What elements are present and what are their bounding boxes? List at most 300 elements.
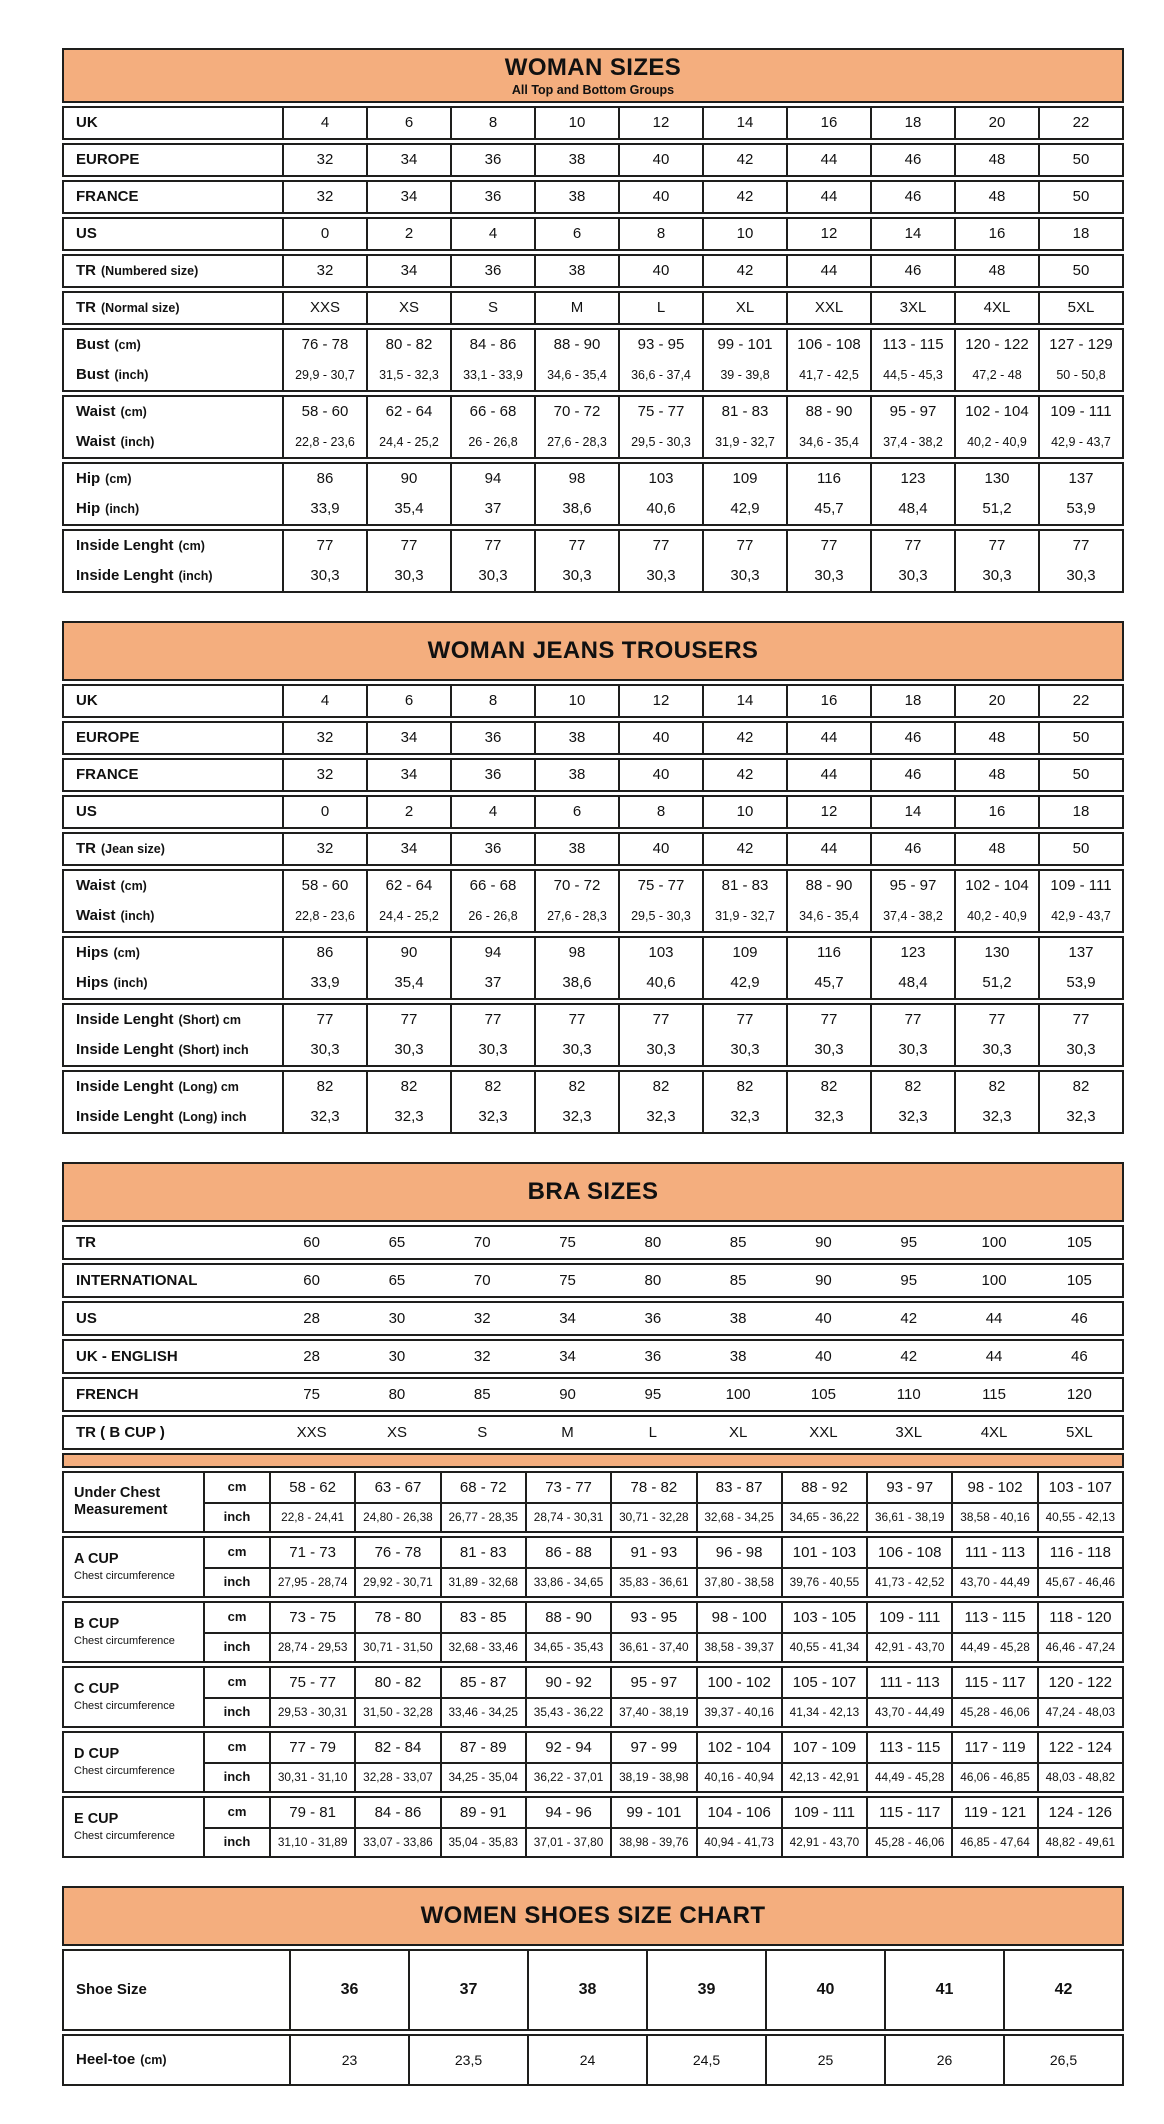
row-label: [64, 531, 282, 561]
size-cell: 12: [786, 797, 870, 827]
size-cell: 42: [702, 834, 786, 864]
size-cell: 34,6 - 35,4: [534, 360, 618, 390]
row-label-subtext: (inch): [113, 975, 148, 990]
unit-label: cm: [203, 1668, 269, 1697]
size-cell: 18: [1038, 797, 1122, 827]
size-cell: XL: [728, 1423, 748, 1441]
size-cell: 22,8 - 23,6: [282, 901, 366, 931]
row-group: [62, 758, 1124, 792]
row-label: [64, 797, 282, 827]
size-cell: 77: [618, 531, 702, 561]
row-group: [62, 1339, 1124, 1374]
size-cell: 37,4 - 38,2: [870, 427, 954, 457]
table-row: [64, 330, 1122, 360]
row-label-text: US: [76, 225, 97, 243]
size-cell: 33,86 - 34,65: [525, 1567, 610, 1596]
size-cell: 2: [366, 797, 450, 827]
size-cell: 48,82 - 49,61: [1037, 1827, 1122, 1856]
table-row: [64, 1072, 1122, 1102]
size-cell: 79 - 81: [269, 1798, 354, 1827]
size-cell: 30,3: [618, 1035, 702, 1065]
size-cell: 34,65 - 35,43: [525, 1632, 610, 1661]
size-cell: 86: [282, 464, 366, 494]
size-cell: 18: [1038, 219, 1122, 249]
size-cell: 48,4: [870, 494, 954, 524]
size-cell: 32,28 - 33,07: [354, 1762, 439, 1791]
row-label: [64, 901, 282, 931]
size-cell: 65: [388, 1271, 406, 1289]
size-cell: 137: [1038, 464, 1122, 494]
size-cell: 32: [282, 723, 366, 753]
size-cell: 95 - 97: [610, 1668, 695, 1697]
size-cell: 29,92 - 30,71: [354, 1567, 439, 1596]
row-label-subtext: (Short) inch: [178, 1042, 249, 1057]
table-bra-sizes: [62, 1162, 1124, 1858]
size-cell: 75: [303, 1385, 320, 1403]
size-cell: 4: [450, 219, 534, 249]
size-cell: 77: [870, 531, 954, 561]
size-cell: 44,5 - 45,3: [870, 360, 954, 390]
table-row: [64, 397, 1122, 427]
row-label-text: Inside Lenght: [76, 1041, 174, 1059]
size-cell: XXL: [809, 1423, 838, 1441]
size-cell: 16: [786, 686, 870, 716]
size-cell: 16: [954, 219, 1038, 249]
row-group: [62, 1070, 1124, 1134]
row-label: [64, 464, 282, 494]
size-cell: 33,46 - 34,25: [440, 1697, 525, 1726]
row-label-subtext: (Normal size): [101, 300, 180, 315]
size-cell: 46,06 - 46,85: [951, 1762, 1036, 1791]
table-row: [64, 427, 1122, 457]
size-cell: 30,3: [534, 561, 618, 591]
size-cell: 86: [282, 938, 366, 968]
size-cell: 30,3: [1038, 561, 1122, 591]
size-cell: 68 - 72: [440, 1473, 525, 1502]
size-cell: 40,2 - 40,9: [954, 427, 1038, 457]
row-label: [64, 1733, 203, 1791]
table-row: [64, 1005, 1122, 1035]
size-cell: 77: [870, 1005, 954, 1035]
size-cell: 80: [644, 1233, 662, 1251]
table-row: [64, 1951, 1122, 2029]
table-row: [64, 531, 1122, 561]
size-cell: 90 - 92: [525, 1668, 610, 1697]
size-cell: 102 - 104: [954, 397, 1038, 427]
table-row: [64, 1379, 1122, 1410]
size-cell: 4: [282, 686, 366, 716]
row-label: [64, 834, 282, 864]
row-label: [64, 1538, 203, 1596]
size-cell: 30,3: [702, 1035, 786, 1065]
row-group: [62, 291, 1124, 325]
row-label-text: Inside Lenght: [76, 1078, 174, 1096]
row-group: [62, 1415, 1124, 1450]
table-row: [64, 219, 1122, 249]
row-label: [64, 1303, 269, 1334]
size-cell: 2: [366, 219, 450, 249]
size-cell: 44: [985, 1347, 1003, 1365]
size-cell: 30,3: [282, 1035, 366, 1065]
size-cell: 38,19 - 38,98: [610, 1762, 695, 1791]
row-label-text: Waist: [76, 433, 116, 451]
size-cell: 37: [450, 968, 534, 998]
table-row: [64, 1227, 1122, 1258]
unit-label: cm: [203, 1538, 269, 1567]
row-label-subtext: (cm): [113, 945, 140, 960]
size-cell: 82 - 84: [354, 1733, 439, 1762]
row-label-subtext: (cm): [105, 471, 132, 486]
size-cell: 109: [702, 938, 786, 968]
size-cell: 44,49 - 45,28: [866, 1762, 951, 1791]
size-cell: 46: [870, 182, 954, 212]
size-cell: 82: [282, 1072, 366, 1102]
row-group: [62, 832, 1124, 866]
size-cell: 24,80 - 26,38: [354, 1502, 439, 1531]
table-row: [64, 1035, 1122, 1065]
row-group: [62, 1471, 1124, 1533]
size-cell: 24,4 - 25,2: [366, 427, 450, 457]
table-row: [64, 360, 1122, 390]
size-cell: 116: [786, 464, 870, 494]
size-cell: 77: [786, 531, 870, 561]
size-cell: 42: [702, 256, 786, 286]
size-cell: 120: [1066, 1385, 1092, 1403]
size-cell: 6: [366, 686, 450, 716]
size-cell: 42,91 - 43,70: [866, 1632, 951, 1661]
size-cell: 38,58 - 39,37: [696, 1632, 781, 1661]
size-cell: 91 - 93: [610, 1538, 695, 1567]
row-label-text: Heel-toe: [76, 2051, 136, 2069]
size-cell: 38: [534, 723, 618, 753]
row-group: [62, 180, 1124, 214]
size-cell: 33,9: [282, 494, 366, 524]
size-cell: 28,74 - 30,31: [525, 1502, 610, 1531]
row-label-subtext: (Jean size): [101, 841, 165, 856]
size-cell: 75: [559, 1271, 576, 1289]
row-label-text: Waist: [76, 877, 116, 895]
size-cell: 77: [450, 531, 534, 561]
size-cell: 127 - 129: [1038, 330, 1122, 360]
size-cell: 48,4: [870, 968, 954, 998]
size-cell: 16: [954, 797, 1038, 827]
row-label-subtext: (cm): [178, 538, 205, 553]
size-cell: 88 - 92: [781, 1473, 866, 1502]
size-cell: 30,3: [366, 1035, 450, 1065]
table-row: [64, 561, 1122, 591]
size-cell: 32: [473, 1309, 491, 1327]
size-cell: 42,9 - 43,7: [1038, 901, 1122, 931]
row-label-subtext: (inch): [178, 568, 213, 583]
row-label-subtext: (inch): [120, 908, 155, 923]
size-cell: 8: [618, 797, 702, 827]
size-cell: 4XL: [980, 1423, 1008, 1441]
size-cell: 62 - 64: [366, 871, 450, 901]
size-cell: 46,46 - 47,24: [1037, 1632, 1122, 1661]
size-cell: 46: [870, 760, 954, 790]
size-cell: 82: [870, 1072, 954, 1102]
row-label-text: Hip: [76, 500, 101, 518]
size-cell: 102 - 104: [696, 1733, 781, 1762]
size-cell: 32,3: [702, 1102, 786, 1132]
size-cell: 28,74 - 29,53: [269, 1632, 354, 1661]
size-cell: 32,3: [450, 1102, 534, 1132]
row-label-subtext: Chest circumference: [74, 1764, 175, 1777]
row-label: [64, 182, 282, 212]
size-cell: 107 - 109: [781, 1733, 866, 1762]
size-cell: 29,5 - 30,3: [618, 427, 702, 457]
size-cell: 98: [534, 938, 618, 968]
size-cell: 44: [985, 1309, 1003, 1327]
size-cell: 77 - 79: [269, 1733, 354, 1762]
size-cell: 8: [618, 219, 702, 249]
size-cell: 103: [618, 938, 702, 968]
size-cell: 58 - 62: [269, 1473, 354, 1502]
table-row: [64, 1417, 1122, 1448]
table-row: [64, 1341, 1122, 1372]
table-row: [64, 1668, 1122, 1726]
size-cell: 42: [702, 723, 786, 753]
size-cell: 78 - 82: [610, 1473, 695, 1502]
size-cell: 22,8 - 24,41: [269, 1502, 354, 1531]
size-cell: L: [618, 293, 702, 323]
size-cell: 36: [450, 834, 534, 864]
size-cell: 92 - 94: [525, 1733, 610, 1762]
size-cell: 66 - 68: [450, 397, 534, 427]
row-label-text: FRANCE: [76, 766, 139, 784]
row-label: [64, 2036, 289, 2084]
size-cell: 83 - 87: [696, 1473, 781, 1502]
table-women-shoes: [62, 1886, 1124, 2086]
size-cell: 71 - 73: [269, 1538, 354, 1567]
size-cell: 102 - 104: [954, 871, 1038, 901]
size-cell: 93 - 97: [866, 1473, 951, 1502]
size-cell: 65: [388, 1233, 406, 1251]
size-cell: 42: [702, 145, 786, 175]
row-label: [64, 1473, 203, 1531]
table-row: [64, 1303, 1122, 1334]
size-cell: 44: [786, 834, 870, 864]
size-cell: M: [561, 1423, 574, 1441]
size-cell: 81 - 83: [440, 1538, 525, 1567]
row-label: [64, 427, 282, 457]
size-cell: 28: [303, 1347, 320, 1365]
row-label-subtext: (cm): [140, 2052, 167, 2067]
size-cell: 10: [702, 219, 786, 249]
size-cell: 76 - 78: [354, 1538, 439, 1567]
size-cell: 8: [450, 686, 534, 716]
size-cell: M: [534, 293, 618, 323]
size-cell: 130: [954, 938, 1038, 968]
size-cell: 3XL: [870, 293, 954, 323]
row-group: [62, 684, 1124, 718]
size-cell: 30,3: [954, 561, 1038, 591]
separator-strip: [62, 1453, 1124, 1468]
row-group: [62, 2034, 1124, 2086]
size-cell: 118 - 120: [1037, 1603, 1122, 1632]
size-cell: 53,9: [1038, 968, 1122, 998]
size-cell: 109 - 111: [866, 1603, 951, 1632]
size-cell: 104 - 106: [696, 1798, 781, 1827]
size-cell: 35,04 - 35,83: [440, 1827, 525, 1856]
size-cell: 87 - 89: [440, 1733, 525, 1762]
size-cell: 82: [450, 1072, 534, 1102]
size-cell: 38: [527, 1951, 646, 2029]
size-cell: 29,5 - 30,3: [618, 901, 702, 931]
table-header-band: [62, 1162, 1124, 1222]
size-cell: 42: [1003, 1951, 1122, 2029]
size-cell: 60: [303, 1233, 320, 1251]
size-cell: 37: [450, 494, 534, 524]
size-cell: 31,50 - 32,28: [354, 1697, 439, 1726]
table-row: [64, 901, 1122, 931]
size-cell: 10: [534, 686, 618, 716]
row-label-text: TR: [76, 840, 96, 858]
row-label-text: TR: [76, 299, 96, 317]
size-cell: 34: [366, 145, 450, 175]
row-label-subtext: (cm): [114, 337, 141, 352]
row-group: [62, 1301, 1124, 1336]
size-cell: 123: [870, 464, 954, 494]
size-cell: 100: [981, 1271, 1007, 1289]
size-cell: 36: [289, 1951, 408, 2029]
row-label-text: Bust: [76, 366, 110, 384]
size-cell: 34,6 - 35,4: [786, 901, 870, 931]
size-cell: XXL: [786, 293, 870, 323]
size-cell: 40,6: [618, 968, 702, 998]
size-cell: 44: [786, 760, 870, 790]
size-cell: 75 - 77: [618, 871, 702, 901]
row-group: [62, 217, 1124, 251]
size-cell: 10: [534, 108, 618, 138]
size-cell: 46: [1071, 1347, 1088, 1365]
row-label-text: Inside Lenght: [76, 537, 174, 555]
size-cell: 95: [644, 1385, 662, 1403]
row-label-subtext: (cm): [120, 404, 147, 419]
size-cell: 82: [702, 1072, 786, 1102]
size-cell: 103 - 107: [1037, 1473, 1122, 1502]
size-cell: 27,95 - 28,74: [269, 1567, 354, 1596]
size-cell: 97 - 99: [610, 1733, 695, 1762]
size-cell: 30,3: [870, 561, 954, 591]
size-cell: 14: [702, 686, 786, 716]
size-cell: 50: [1038, 760, 1122, 790]
size-cell: 77: [450, 1005, 534, 1035]
size-cell: 80 - 82: [366, 330, 450, 360]
size-cell: 103: [618, 464, 702, 494]
size-cell: 22,8 - 23,6: [282, 427, 366, 457]
size-cell: 98: [534, 464, 618, 494]
size-cell: 51,2: [954, 968, 1038, 998]
row-label: [64, 1951, 289, 2029]
size-cell: 75 - 77: [269, 1668, 354, 1697]
size-cell: 40,16 - 40,94: [696, 1762, 781, 1791]
size-cell: 38,98 - 39,76: [610, 1827, 695, 1856]
table-title: WOMEN SHOES SIZE CHART: [420, 1902, 766, 1929]
size-cell: 120 - 122: [954, 330, 1038, 360]
size-cell: 6: [366, 108, 450, 138]
size-cell: 123: [870, 938, 954, 968]
size-cell: 88 - 90: [525, 1603, 610, 1632]
row-label-subtext: Chest circumference: [74, 1634, 175, 1647]
row-label: [64, 1668, 203, 1726]
size-cell: 32: [282, 834, 366, 864]
size-cell: 90: [366, 938, 450, 968]
size-cell: 100: [981, 1233, 1007, 1251]
size-cell: 36: [644, 1309, 662, 1327]
size-cell: 30,71 - 32,28: [610, 1502, 695, 1531]
size-cell: 82: [1038, 1072, 1122, 1102]
row-label-text: Bust: [76, 336, 110, 354]
size-cell: 41,34 - 42,13: [781, 1697, 866, 1726]
table-row: [64, 108, 1122, 138]
row-label: [64, 1603, 203, 1661]
size-cell: 36,61 - 37,40: [610, 1632, 695, 1661]
unit-label: cm: [203, 1603, 269, 1632]
size-cell: 44,49 - 45,28: [951, 1632, 1036, 1661]
size-cell: 27,6 - 28,3: [534, 427, 618, 457]
size-cell: 32: [282, 145, 366, 175]
size-cell: 113 - 115: [951, 1603, 1036, 1632]
row-group: [62, 143, 1124, 177]
size-cell: 58 - 60: [282, 397, 366, 427]
size-cell: 88 - 90: [786, 871, 870, 901]
size-cell: 36: [450, 760, 534, 790]
row-label: [64, 1227, 269, 1258]
size-cell: 14: [702, 108, 786, 138]
size-cell: 40: [618, 145, 702, 175]
size-cell: 94: [450, 938, 534, 968]
size-cell: 32,3: [366, 1102, 450, 1132]
size-cell: 82: [618, 1072, 702, 1102]
size-cell: 0: [282, 797, 366, 827]
row-label: [64, 397, 282, 427]
size-cell: 14: [870, 797, 954, 827]
size-cell: 70: [473, 1233, 491, 1251]
table-row: [64, 871, 1122, 901]
size-cell: 40: [618, 723, 702, 753]
row-label: [64, 145, 282, 175]
size-cell: 106 - 108: [866, 1538, 951, 1567]
table-row: [64, 723, 1122, 753]
row-label-subtext: Chest circumference: [74, 1699, 175, 1712]
size-cell: 41: [884, 1951, 1003, 2029]
unit-label: inch: [203, 1632, 269, 1661]
size-cell: 124 - 126: [1037, 1798, 1122, 1827]
size-cell: 43,70 - 44,49: [866, 1697, 951, 1726]
size-cell: 12: [618, 686, 702, 716]
size-cell: 73 - 77: [525, 1473, 610, 1502]
size-cell: 39,76 - 40,55: [781, 1567, 866, 1596]
size-cell: 24,4 - 25,2: [366, 901, 450, 931]
size-cell: 40: [815, 1347, 832, 1365]
size-cell: 90: [559, 1385, 576, 1403]
size-cell: 77: [1038, 1005, 1122, 1035]
size-cell: 50: [1038, 182, 1122, 212]
size-cell: 120 - 122: [1037, 1668, 1122, 1697]
row-group: [62, 1225, 1124, 1260]
row-label: [64, 938, 282, 968]
size-cell: 37,4 - 38,2: [870, 901, 954, 931]
size-cell: 33,07 - 33,86: [354, 1827, 439, 1856]
size-cell: 10: [702, 797, 786, 827]
size-chart-page: [62, 48, 1124, 2086]
row-label-text: Waist: [76, 907, 116, 925]
size-cell: 70 - 72: [534, 397, 618, 427]
row-label-text: UK: [76, 692, 98, 710]
size-cell: 110: [896, 1385, 921, 1403]
size-cell: 46: [870, 256, 954, 286]
